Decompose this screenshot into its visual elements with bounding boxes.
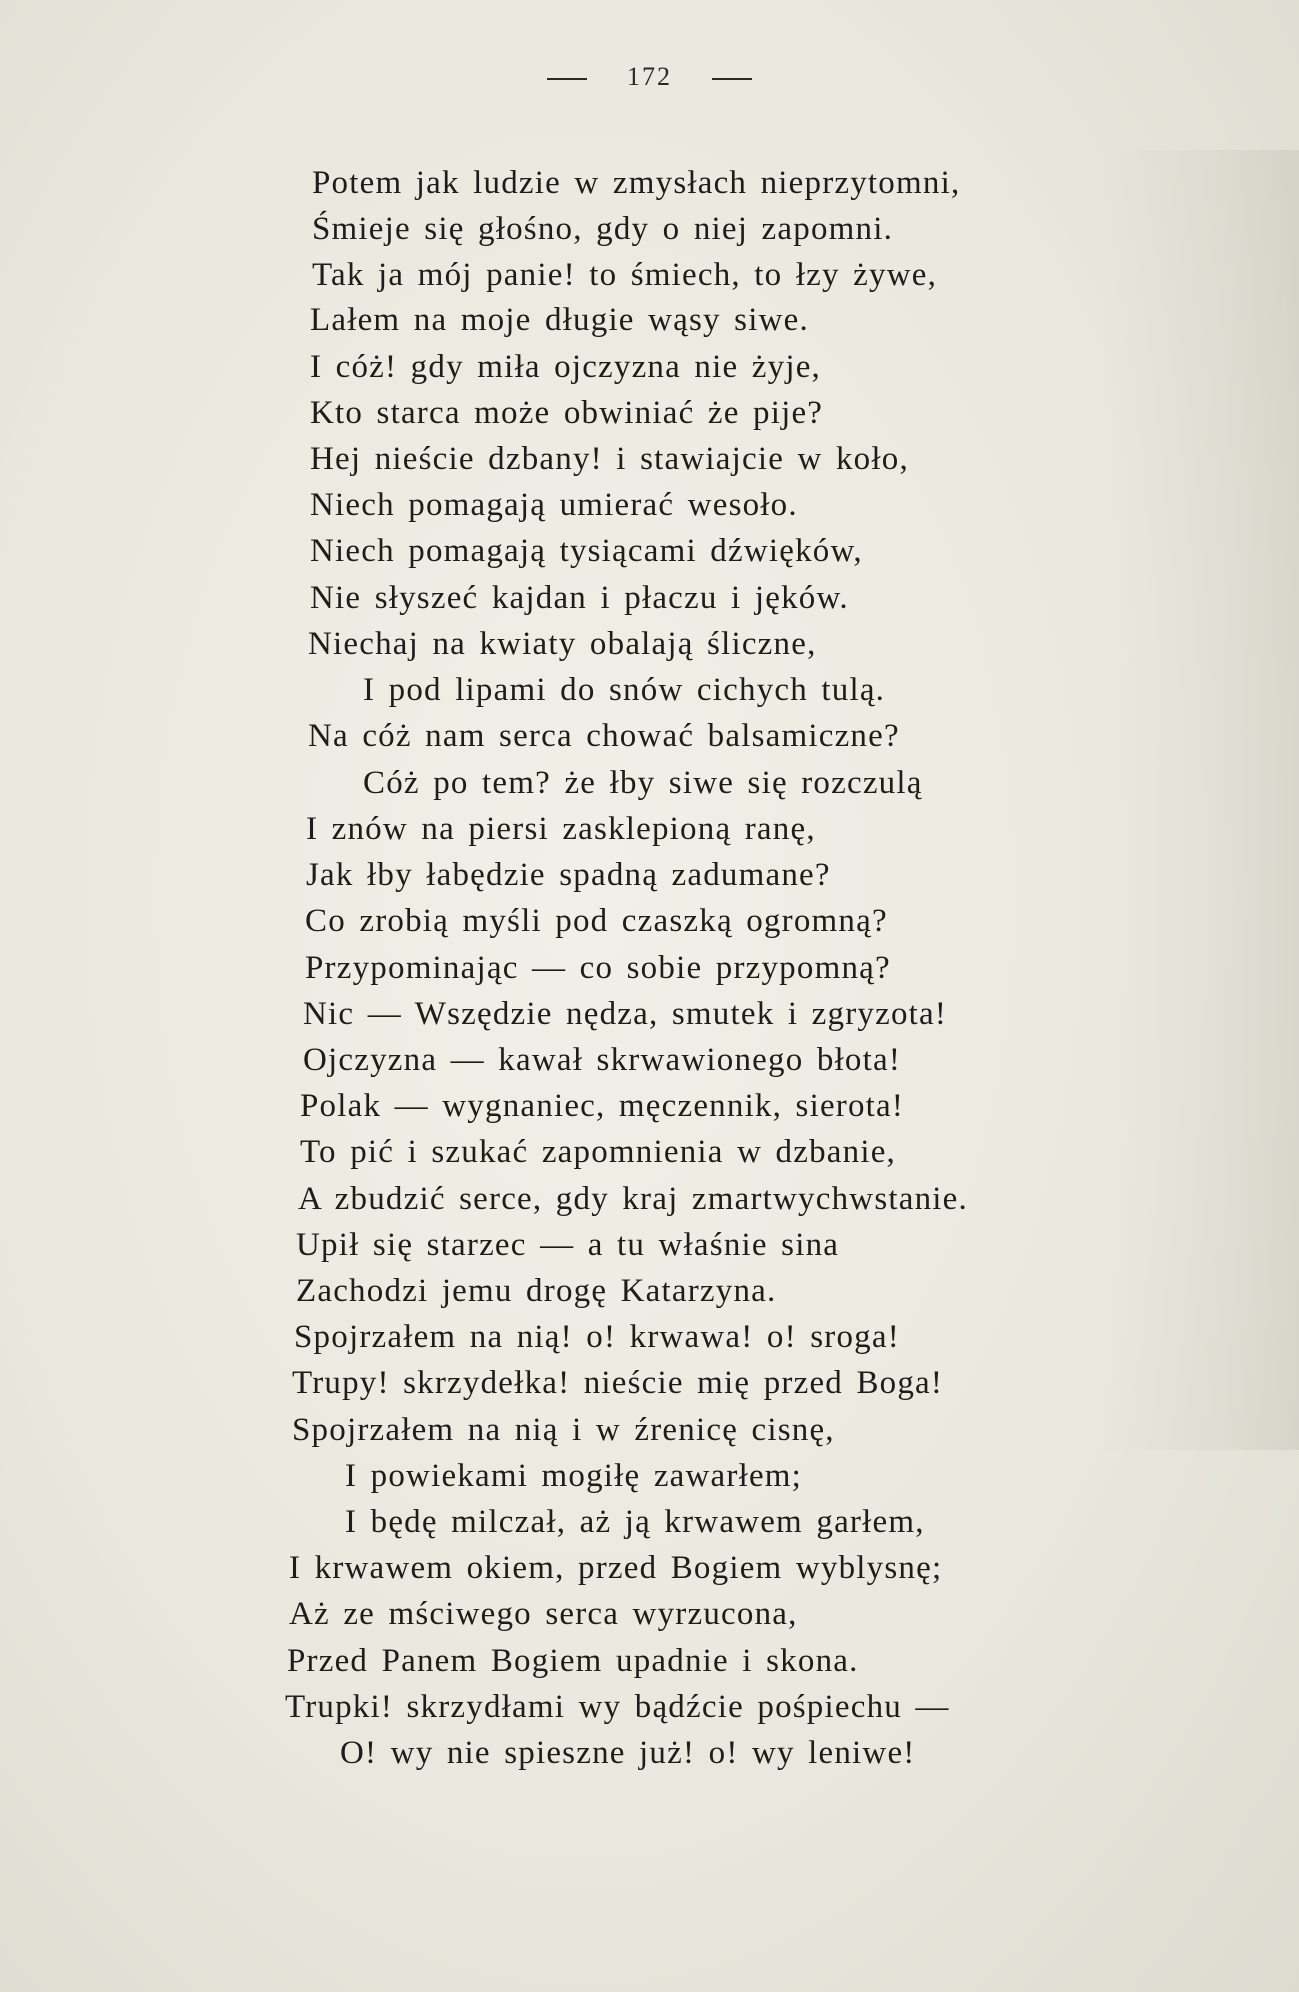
poem-line: Nie słyszeć kajdan i płaczu i jęków. bbox=[310, 580, 849, 616]
poem-line: Niech pomagają tysiącami dźwięków, bbox=[310, 533, 863, 569]
poem-line: Potem jak ludzie w zmysłach nieprzytomni, bbox=[312, 165, 961, 201]
poem-line: To pić i szukać zapomnienia w dzbanie, bbox=[300, 1134, 897, 1170]
poem-line: Trupki! skrzydłami wy bądźcie pośpiechu — bbox=[285, 1689, 950, 1725]
poem-line: Ojczyzna — kawał skrwawionego błota! bbox=[303, 1042, 902, 1078]
poem-line: I pod lipami do snów cichych tulą. bbox=[363, 672, 886, 708]
poem-line: I cóż! gdy miła ojczyzna nie żyje, bbox=[310, 349, 822, 385]
poem-line: Na cóż nam serca chować balsamiczne? bbox=[308, 718, 900, 754]
poem-line: A zbudzić serce, gdy kraj zmartwychwstanie. bbox=[298, 1181, 968, 1217]
poem-line: Niechaj na kwiaty obalają śliczne, bbox=[308, 626, 817, 662]
poem-line: Przypominając — co sobie przypomną? bbox=[305, 950, 891, 986]
poem-line: Przed Panem Bogiem upadnie i skona. bbox=[287, 1643, 859, 1679]
poem-line: I będę milczał, aż ją krwawem garłem, bbox=[345, 1504, 925, 1540]
poem-line: Nic — Wszędzie nędza, smutek i zgryzota! bbox=[303, 996, 948, 1032]
poem-line: Jak łby łabędzie spadną zadumane? bbox=[306, 857, 831, 893]
poem-line: Zachodzi jemu drogę Katarzyna. bbox=[296, 1273, 777, 1309]
poem-line: Hej nieście dzbany! i stawiajcie w koło, bbox=[310, 441, 909, 477]
poem-line: Kto starca może obwiniać że pije? bbox=[310, 395, 824, 431]
poem-line: I krwawem okiem, przed Bogiem wyblysnę; bbox=[289, 1550, 943, 1586]
poem-line: Tak ja mój panie! to śmiech, to łzy żywe, bbox=[312, 257, 938, 293]
poem-line: I znów na piersi zasklepioną ranę, bbox=[306, 811, 816, 847]
poem-line: Śmieje się głośno, gdy o niej zapomni. bbox=[312, 211, 894, 247]
poem-line: Niech pomagają umierać wesoło. bbox=[310, 487, 798, 523]
poem-line: Upił się starzec — a tu właśnie sina bbox=[296, 1227, 840, 1263]
poem-line: Spojrzałem na nią! o! krwawa! o! sroga! bbox=[294, 1319, 900, 1355]
poem-line: Spojrzałem na nią i w źrenicę cisnę, bbox=[292, 1412, 835, 1448]
poem-line: O! wy nie spieszne już! o! wy leniwe! bbox=[340, 1735, 916, 1771]
page-number: 172 bbox=[627, 62, 672, 91]
poem-line: Polak — wygnaniec, męczennik, sierota! bbox=[300, 1088, 905, 1124]
poem-line: Lałem na moje długie wąsy siwe. bbox=[310, 302, 809, 338]
poem-line: Trupy! skrzydełka! nieście mię przed Boga! bbox=[292, 1365, 944, 1401]
poem-line: Co zrobią myśli pod czaszką ogromną? bbox=[305, 903, 888, 939]
poem-line: I powiekami mogiłę zawarłem; bbox=[345, 1458, 803, 1494]
poem-line: Aż ze mściwego serca wyrzucona, bbox=[289, 1596, 798, 1632]
poem-line: Cóż po tem? że łby siwe się rozczulą bbox=[363, 765, 923, 801]
